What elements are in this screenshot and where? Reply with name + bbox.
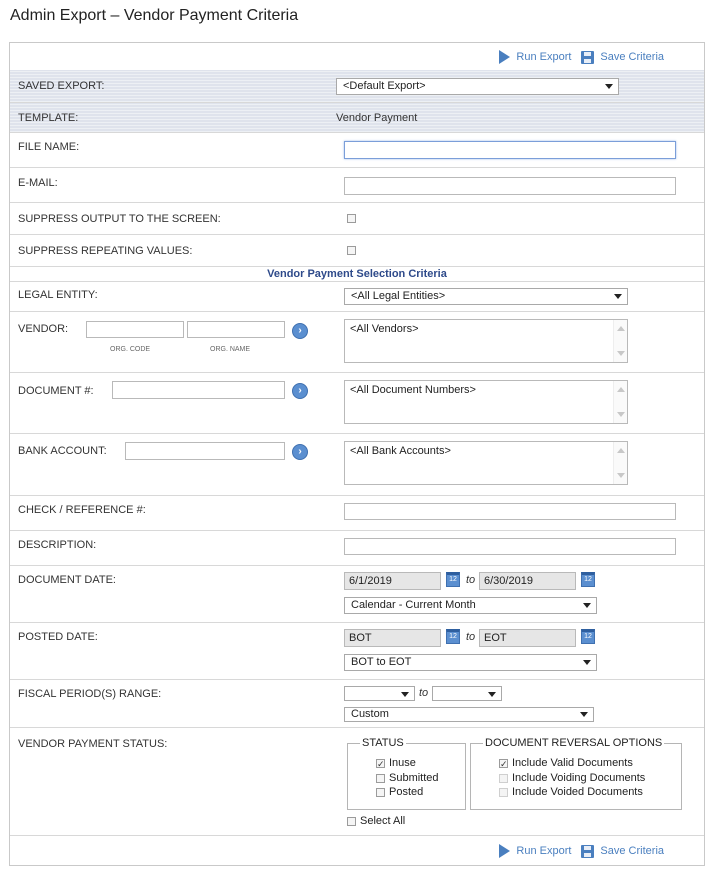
template-row bbox=[10, 103, 704, 133]
vendor-label: VENDOR: bbox=[18, 323, 69, 335]
document-list-item[interactable]: <All Document Numbers> bbox=[350, 384, 476, 396]
bank-account-input[interactable] bbox=[125, 442, 285, 460]
include-voiding-label: Include Voiding Documents bbox=[512, 772, 646, 784]
check-reference-input[interactable] bbox=[344, 503, 676, 520]
document-row bbox=[10, 373, 704, 434]
save-criteria-label: Save Criteria bbox=[600, 845, 664, 857]
fiscal-period-range-select[interactable] bbox=[344, 707, 594, 722]
dropdown-arrow-icon bbox=[580, 712, 588, 717]
vendor-listbox[interactable] bbox=[344, 319, 628, 363]
saved-export-select[interactable] bbox=[336, 78, 619, 95]
run-export-label: Run Export bbox=[516, 51, 572, 63]
description-label: DESCRIPTION: bbox=[18, 539, 97, 551]
include-valid-checkbox[interactable]: ✓ bbox=[500, 759, 508, 769]
org-code-sublabel: ORG. CODE bbox=[110, 346, 151, 353]
inuse-checkbox[interactable]: ✓ bbox=[377, 759, 385, 769]
select-all-label: Select All bbox=[360, 815, 406, 827]
vendor-list-item[interactable]: <All Vendors> bbox=[350, 323, 419, 335]
calendar-icon[interactable]: 12 bbox=[581, 572, 595, 587]
file-name-input[interactable] bbox=[344, 141, 676, 159]
listbox-scrollbar[interactable] bbox=[613, 320, 627, 362]
document-date-from-input[interactable]: 6/1/2019 bbox=[344, 572, 441, 590]
dropdown-arrow-icon bbox=[583, 660, 591, 665]
check-reference-row bbox=[10, 496, 704, 531]
saved-export-row bbox=[10, 70, 704, 103]
submitted-checkbox[interactable] bbox=[376, 774, 385, 783]
reversal-options-legend: DOCUMENT REVERSAL OPTIONS bbox=[485, 737, 663, 749]
save-criteria-button[interactable] bbox=[581, 845, 664, 858]
dropdown-arrow-icon bbox=[583, 603, 591, 608]
listbox-scrollbar[interactable] bbox=[613, 381, 627, 423]
inuse-label: Inuse bbox=[389, 757, 416, 769]
save-criteria-button[interactable] bbox=[581, 51, 664, 64]
check-reference-label: CHECK / REFERENCE #: bbox=[18, 504, 146, 516]
org-name-sublabel: ORG. NAME bbox=[210, 346, 251, 353]
suppress-output-label: SUPPRESS OUTPUT TO THE SCREEN: bbox=[18, 213, 221, 225]
suppress-repeating-row bbox=[10, 235, 704, 267]
select-all-checkbox[interactable] bbox=[347, 817, 356, 826]
top-toolbar bbox=[10, 43, 704, 70]
floppy-disk-icon bbox=[581, 845, 594, 858]
legal-entity-row bbox=[10, 282, 704, 312]
file-name-row bbox=[10, 133, 704, 168]
scroll-up-icon bbox=[617, 448, 625, 453]
chevron-right-icon: › bbox=[298, 385, 302, 396]
chevron-right-icon: › bbox=[298, 446, 302, 457]
play-icon bbox=[499, 50, 510, 64]
fiscal-period-to-label: to bbox=[419, 687, 429, 699]
bank-account-list-item[interactable]: <All Bank Accounts> bbox=[350, 445, 451, 457]
status-legend: STATUS bbox=[362, 737, 404, 749]
calendar-icon[interactable]: 12 bbox=[581, 629, 595, 644]
posted-date-to-label: to bbox=[466, 631, 476, 643]
vendor-row bbox=[10, 312, 704, 373]
legal-entity-select[interactable] bbox=[344, 288, 628, 305]
fiscal-period-row bbox=[10, 680, 704, 728]
posted-date-to-input[interactable]: EOT bbox=[479, 629, 576, 647]
run-export-label: Run Export bbox=[516, 845, 572, 857]
legal-entity-label: LEGAL ENTITY: bbox=[18, 289, 98, 301]
template-label: TEMPLATE: bbox=[18, 112, 79, 124]
suppress-repeating-checkbox[interactable] bbox=[347, 246, 356, 255]
toolbar-actions bbox=[489, 47, 664, 67]
chevron-right-icon: › bbox=[298, 325, 302, 336]
include-voiding-checkbox[interactable] bbox=[499, 774, 508, 783]
document-date-to-input[interactable]: 6/30/2019 bbox=[479, 572, 576, 590]
vendor-org-name-input[interactable] bbox=[187, 321, 285, 338]
fiscal-period-label: FISCAL PERIOD(S) RANGE: bbox=[18, 688, 162, 700]
document-number-input[interactable] bbox=[112, 381, 285, 399]
posted-date-from-input[interactable]: BOT bbox=[344, 629, 441, 647]
posted-date-label: POSTED DATE: bbox=[18, 631, 98, 643]
document-date-range-select[interactable] bbox=[344, 597, 597, 614]
document-date-to-label: to bbox=[466, 574, 476, 586]
document-date-range-value: Calendar - Current Month bbox=[351, 599, 476, 611]
posted-date-row bbox=[10, 623, 704, 680]
saved-export-value: <Default Export> bbox=[343, 80, 426, 92]
play-icon bbox=[499, 844, 510, 858]
floppy-disk-icon bbox=[581, 51, 594, 64]
suppress-repeating-label: SUPPRESS REPEATING VALUES: bbox=[18, 245, 193, 257]
legal-entity-value: <All Legal Entities> bbox=[351, 290, 446, 302]
save-criteria-label: Save Criteria bbox=[600, 51, 664, 63]
bank-account-row bbox=[10, 434, 704, 496]
calendar-icon[interactable]: 12 bbox=[446, 572, 460, 587]
email-row bbox=[10, 168, 704, 203]
posted-label: Posted bbox=[389, 786, 424, 798]
payment-status-row bbox=[10, 728, 704, 836]
scroll-up-icon bbox=[617, 387, 625, 392]
vendor-org-code-input[interactable] bbox=[86, 321, 184, 338]
scroll-down-icon bbox=[617, 473, 625, 478]
scroll-down-icon bbox=[617, 412, 625, 417]
document-listbox[interactable] bbox=[344, 380, 628, 424]
bank-account-listbox[interactable] bbox=[344, 441, 628, 485]
dropdown-arrow-icon bbox=[401, 692, 409, 697]
page-title: Admin Export – Vendor Payment Criteria bbox=[10, 7, 299, 24]
vendor-add-button[interactable] bbox=[292, 323, 308, 339]
selection-criteria-header: Vendor Payment Selection Criteria bbox=[267, 268, 447, 280]
template-value: Vendor Payment bbox=[336, 112, 418, 124]
bank-account-label: BANK ACCOUNT: bbox=[18, 445, 107, 457]
selection-criteria-header-row bbox=[10, 267, 704, 282]
description-input[interactable] bbox=[344, 538, 676, 555]
file-name-label: FILE NAME: bbox=[18, 141, 80, 153]
calendar-icon[interactable]: 12 bbox=[446, 629, 460, 644]
document-label: DOCUMENT #: bbox=[18, 385, 94, 397]
description-row bbox=[10, 531, 704, 566]
scroll-down-icon bbox=[617, 351, 625, 356]
fiscal-period-from-select[interactable] bbox=[344, 686, 415, 701]
dropdown-arrow-icon bbox=[488, 692, 496, 697]
include-valid-label: Include Valid Documents bbox=[512, 757, 633, 769]
include-voided-label: Include Voided Documents bbox=[512, 786, 643, 798]
suppress-output-row bbox=[10, 203, 704, 235]
listbox-scrollbar[interactable] bbox=[613, 442, 627, 484]
email-label: E-MAIL: bbox=[18, 177, 58, 189]
email-input[interactable] bbox=[344, 177, 676, 195]
document-date-label: DOCUMENT DATE: bbox=[18, 574, 116, 586]
posted-date-range-value: BOT to EOT bbox=[351, 656, 412, 668]
saved-export-label: SAVED EXPORT: bbox=[18, 80, 105, 92]
criteria-panel bbox=[9, 42, 705, 866]
include-voided-checkbox[interactable] bbox=[499, 788, 508, 797]
dropdown-arrow-icon bbox=[614, 294, 622, 299]
document-add-button[interactable] bbox=[292, 383, 308, 399]
dropdown-arrow-icon bbox=[605, 84, 613, 89]
scroll-up-icon bbox=[617, 326, 625, 331]
run-export-button[interactable] bbox=[499, 844, 571, 858]
submitted-label: Submitted bbox=[389, 772, 439, 784]
posted-date-range-select[interactable] bbox=[344, 654, 597, 671]
document-date-row bbox=[10, 566, 704, 623]
posted-checkbox[interactable] bbox=[376, 788, 385, 797]
fiscal-period-range-value: Custom bbox=[351, 708, 389, 720]
bottom-toolbar bbox=[10, 836, 704, 865]
payment-status-label: VENDOR PAYMENT STATUS: bbox=[18, 738, 168, 750]
fiscal-period-to-select[interactable] bbox=[432, 686, 502, 701]
run-export-button[interactable] bbox=[499, 50, 571, 64]
bank-account-add-button[interactable] bbox=[292, 444, 308, 460]
suppress-output-checkbox[interactable] bbox=[347, 214, 356, 223]
toolbar-actions bbox=[489, 841, 664, 861]
